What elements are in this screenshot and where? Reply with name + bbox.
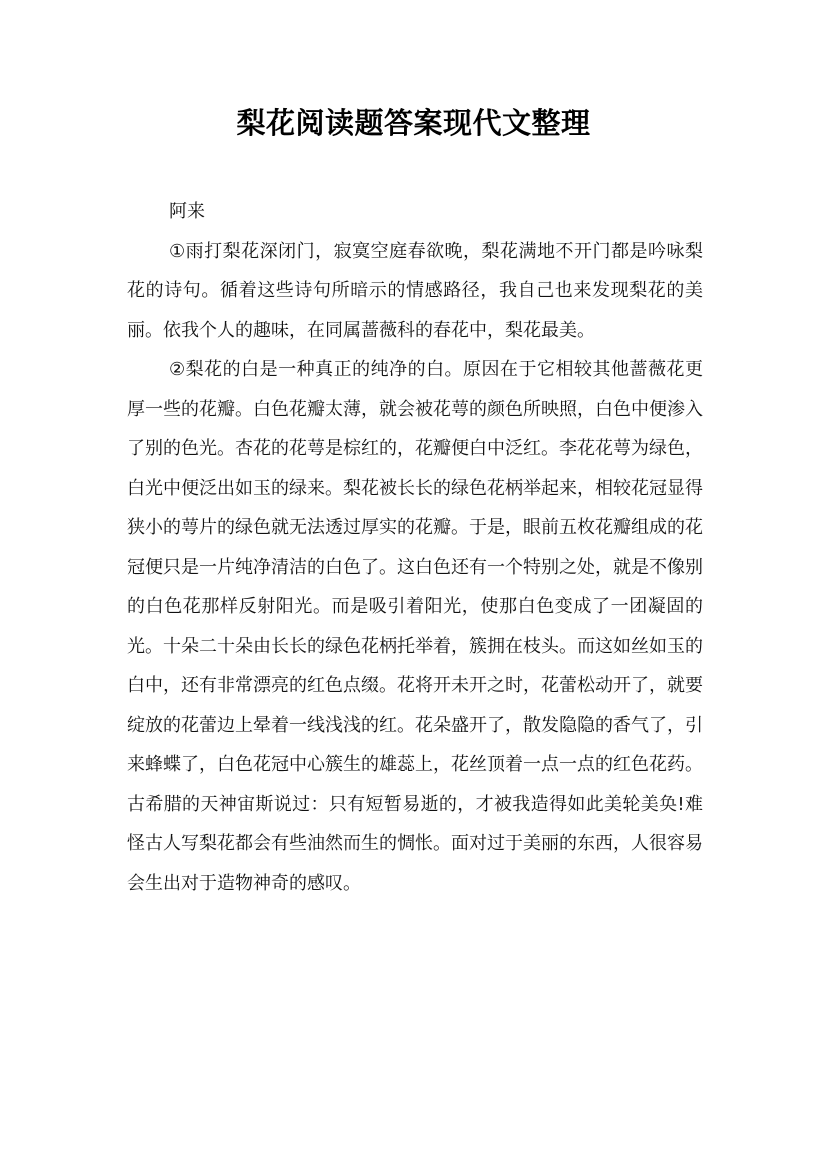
document-body <box>127 192 703 903</box>
document-title: 梨花阅读题答案现代文整理 <box>236 106 591 140</box>
paragraph-2: ②梨花的白是一种真正的纯净的白。原因在于它相较其他蔷薇花更厚一些的花瓣。白色花瓣太薄，就会被花萼的颜色所映照，白色中便渗入了别的色光。杏花的花萼是棕红的，花瓣便白中泛红。李花花萼为绿色，白光中便泛出如玉的绿来。梨花被长长的绿色花柄举起来，相较花冠显得狭小的萼片的绿色就无法透过厚实的花瓣。于是，眼前五枚花瓣组成的花冠便只是一片纯净清洁的白色了。这白色还有一个特别之处，就是不像别的白色花那样反射阳光。而是吸引着阳光，使那白色变成了一团凝固的光。十朵二十朵由长长的绿色花柄托举着，簇拥在枝头。而这如丝如玉的白中，还有非常漂亮的红色点缀。花将开未开之时，花蕾松动开了，就要绽放的花蕾边上晕着一线浅浅的红。花朵盛开了，散发隐隐的香气了，引来蜂蝶了，白色花冠中心簇生的雄蕊上，花丝顶着一点一点的红色花药。古希腊的天神宙斯说过：只有短暂易逝的，才被我造得如此美轮美奂!难怪古人写梨花都会有些油然而生的惆怅。面对过于美丽的东西，人很容易会生出对于造物神奇的感叹。 <box>127 359 703 894</box>
paragraph-1: ①雨打梨花深闭门，寂寞空庭春欲晚，梨花满地不开门都是吟咏梨花的诗句。循着这些诗句所暗示的情感路径，我自己也来发现梨花的美丽。依我个人的趣味，在同属蔷薇科的春花中，梨花最美。 <box>127 240 703 341</box>
author-name: 阿来 <box>169 201 205 222</box>
